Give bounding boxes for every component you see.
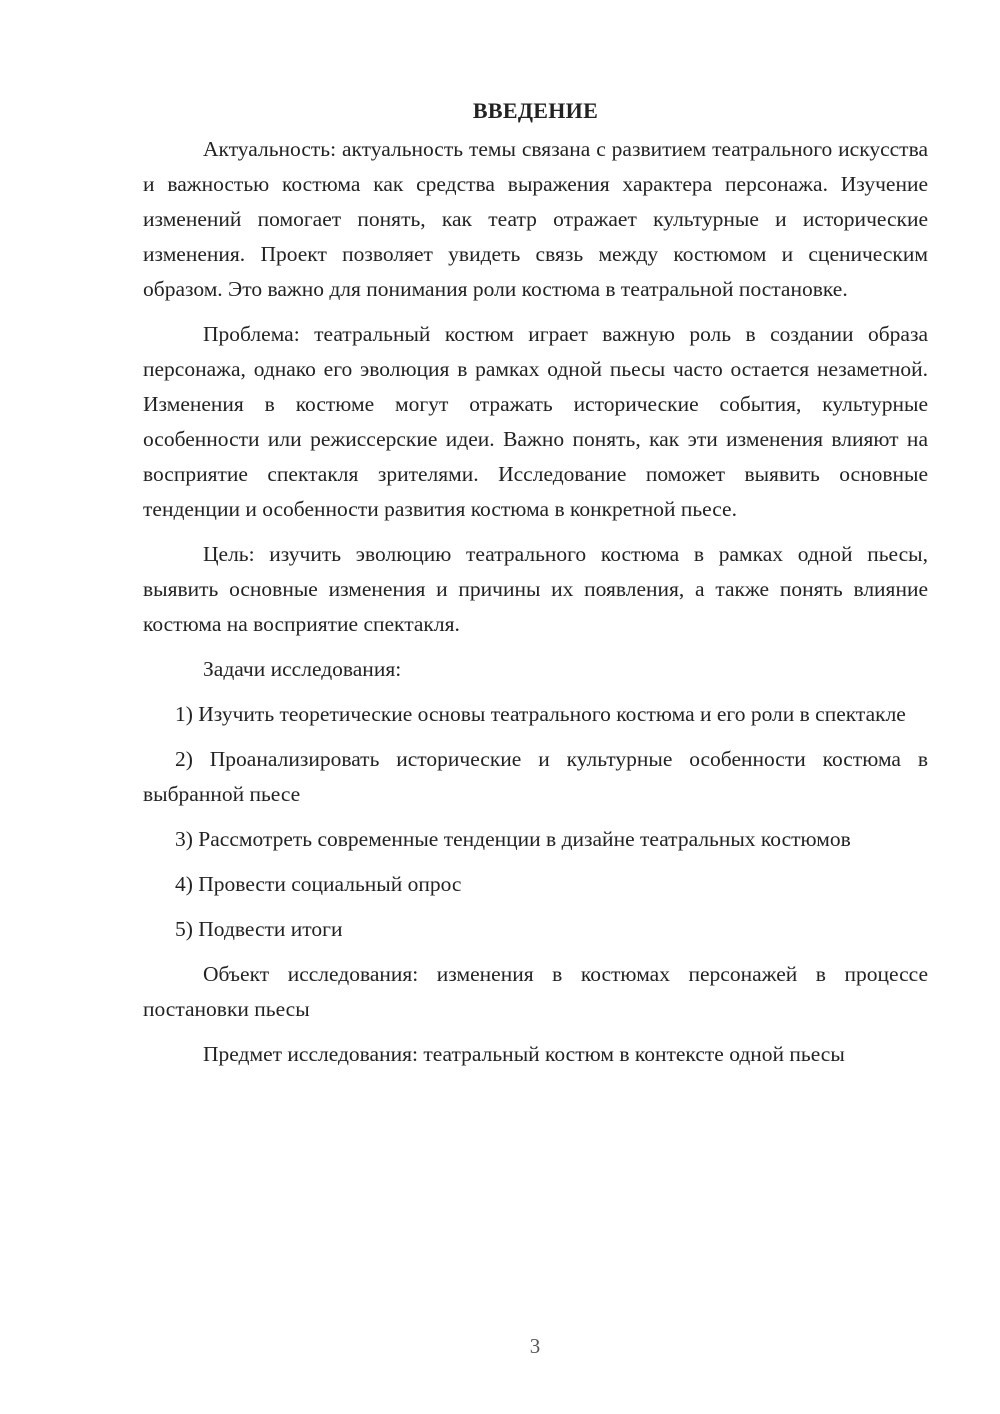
task-item-5: 5) Подвести итоги xyxy=(175,917,343,941)
subject-paragraph: Предмет исследования: театральный костюм в контексте одной пьесы xyxy=(203,1042,845,1066)
object-paragraph: Объект исследования: изменения в костюмах персонажей в процессе постановки пьесы xyxy=(143,962,928,1021)
task-item-2: 2) Проанализировать исторические и культурные особенности костюма в выбранной пьесе xyxy=(143,747,928,806)
page-title: ВВЕДЕНИЕ xyxy=(472,98,599,123)
task-item-4: 4) Провести социальный опрос xyxy=(175,872,462,896)
document-page xyxy=(143,96,928,1082)
goal-paragraph: Цель: изучить эволюцию театрального костюма в рамках одной пьесы, выявить основные изменения и причины их появления, а также понять влияние костюма на восприятие спектакля. xyxy=(143,542,928,636)
problem-paragraph: Проблема: театральный костюм играет важную роль в создании образа персонажа, однако его эволюция в рамках одной пьесы часто остается незаметной. Изменения в костюме могут отражать исторические события, культурные особенности или режиссерские идеи. Важно понять, как эти изменения влияют на восприятие спектакля зрителями. Исследование поможет выявить основные тенденции и особенности развития костюма в конкретной пьесе. xyxy=(143,322,928,521)
task-item-1: 1) Изучить теоретические основы театрального костюма и его роли в спектакле xyxy=(175,702,906,726)
relevance-paragraph: Актуальность: актуальность темы связана с развитием театрального искусства и важностью костюма как средства выражения характера персонажа. Изучение изменений помогает понять, как театр отражает культурные и исторические изменения. Проект позволяет увидеть связь между костюмом и сценическим образом. Это важно для понимания роли костюма в театральной постановке. xyxy=(143,137,928,301)
tasks-title: Задачи исследования: xyxy=(203,657,402,681)
page-number: 3 xyxy=(529,1334,541,1358)
task-item-3: 3) Рассмотреть современные тенденции в дизайне театральных костюмов xyxy=(175,827,851,851)
